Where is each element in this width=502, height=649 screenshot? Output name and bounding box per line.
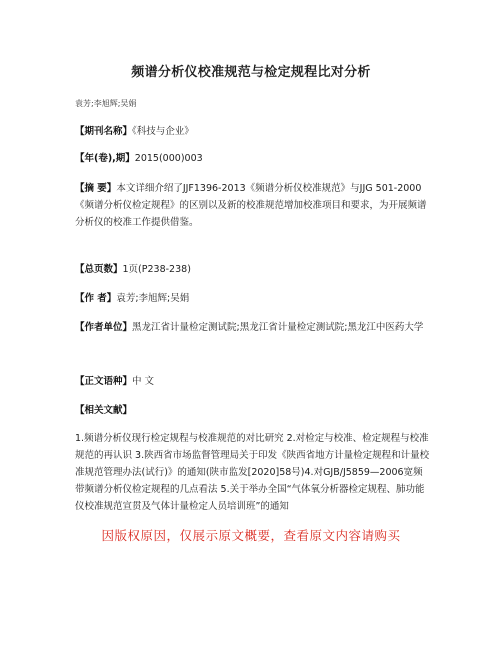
copyright-notice: 因版权原因，仅展示原文概要，查看原文内容请购买 [101, 528, 401, 543]
affiliation-label: 【作者单位】 [75, 322, 133, 333]
document-title: 频谱分析仪校准规范与检定规程比对分析 [131, 65, 371, 80]
abstract-label: 【摘 要】 [75, 183, 117, 194]
related-heading [75, 402, 431, 419]
language-label: 【正文语种】 [75, 376, 133, 387]
year-issue-value: 2015(000)003 [134, 153, 203, 164]
related-list: 1.频谱分析仪现行检定规程与校准规范的对比研究 2.对检定与校准、检定规程与校准规范的再认识 3.陕西省市场监督管理局关于印发《陕西省地方计量检定规程和计量校准规范管理办法(试行)》的通知(陕市监发[2020]58号)4.对GJB/J5859—2006宽频带频谱分析仪检定规程的几点看法 5.关于举办全国“气体氧分析器检定规程、肺功能仪校准规范宣贯及气体计量检定人员培训班”的通知 [75, 433, 430, 512]
abstract-value: 本文详细介绍了JJF1396-2013《频谱分析仪校准规范》与JJG 501-2000《频谱分析仪检定规程》的区别以及新的校准规范增加校准项目和要求，为开展频谱分析仪的校准工作提供借鉴。 [75, 183, 427, 228]
affiliation-field [75, 319, 431, 336]
pages-field [75, 261, 431, 278]
language-value: 中 文 [132, 376, 155, 387]
author-field-value: 袁芳;李旭辉;吴娟 [116, 293, 190, 304]
journal-value: 《科技与企业》 [132, 126, 194, 137]
year-issue-label: 【年(卷),期】 [75, 153, 135, 164]
journal-label: 【期刊名称】 [75, 126, 133, 137]
pages-label: 【总页数】 [75, 264, 123, 275]
affiliation-value: 黑龙江省计量检定测试院;黑龙江省计量检定测试院;黑龙江中医药大学 [132, 322, 424, 333]
author-line: 袁芳;李旭辉;吴娟 [75, 99, 137, 108]
author-field-label: 【作 者】 [75, 293, 117, 304]
language-field [75, 373, 431, 390]
pages-value: 1页(P238-238) [122, 264, 191, 275]
journal-field [75, 123, 431, 140]
year-issue-field [75, 150, 431, 167]
abstract-field [75, 180, 431, 231]
author-field [75, 290, 431, 307]
related-label: 【相关文献】 [75, 405, 133, 416]
